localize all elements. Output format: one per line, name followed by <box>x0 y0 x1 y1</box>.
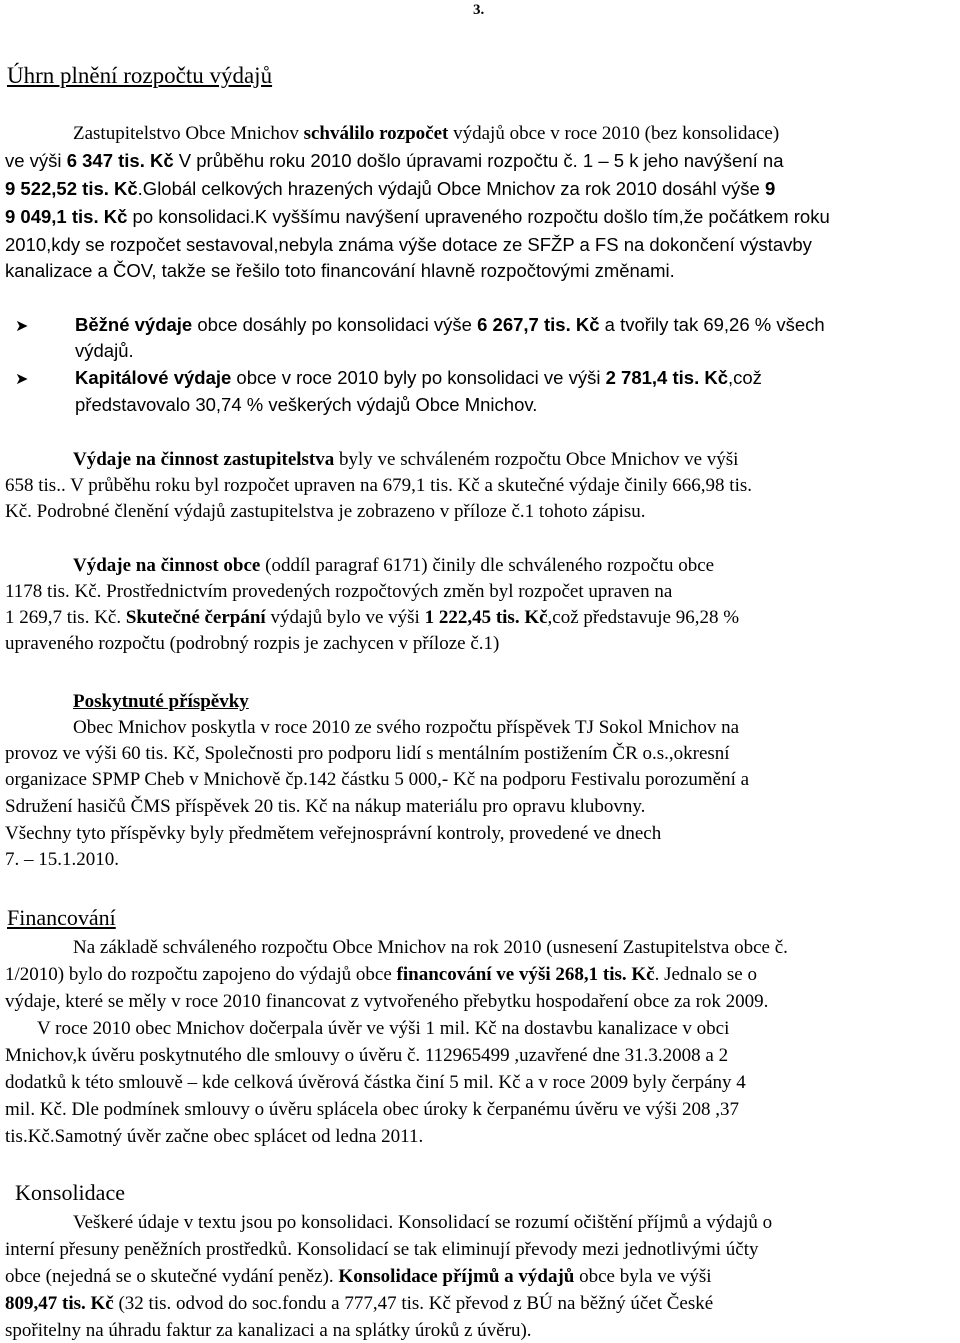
paragraph-line: Kč. Podrobné členění výdajů zastupitelstva je zobrazeno v příloze č.1 tohoto zápisu. <box>5 501 646 522</box>
paragraph-line: Na základě schváleného rozpočtu Obce Mnichov na rok 2010 (usnesení Zastupitelstva obce č. <box>73 937 788 958</box>
paragraph-line: upraveného rozpočtu (podrobný rozpis je zachycen v příloze č.1) <box>5 633 500 654</box>
text-run-bold: Běžné výdaje <box>75 314 193 335</box>
text-run: 1 269,7 tis. Kč. <box>5 607 126 628</box>
section-heading-uhrn <box>7 64 272 88</box>
text-run: výdajů obce v roce 2010 (bez konsolidace) <box>448 123 780 144</box>
text-run: ve výši <box>5 150 67 171</box>
paragraph-line: dodatků k této smlouvě – kde celková úvěrová částka činí 5 mil. Kč a v roce 2009 byly čerpány 4 <box>5 1072 746 1093</box>
text-run-bold: Výdaje na činnost obce <box>73 555 261 576</box>
paragraph-line: Veškeré údaje v textu jsou po konsolidaci. Konsolidací se rozumí očištění příjmů a výdajů o <box>73 1212 773 1233</box>
text-run: (32 tis. odvod do soc.fondu a 777,47 tis. Kč převod z BÚ na běžný účet České <box>113 1293 714 1314</box>
text-run-bold: financování ve výši 268,1 tis. Kč <box>396 964 655 985</box>
text-run: a tvořily tak 69,26 % všech <box>599 314 825 335</box>
paragraph-line <box>5 606 739 630</box>
page-number: 3. <box>473 2 485 18</box>
section-heading-konsolidace: Konsolidace <box>15 1180 125 1205</box>
text-run: . Jednalo se o <box>654 964 757 985</box>
paragraph-line: 1178 tis. Kč. Prostřednictvím provedených rozpočtových změn byl rozpočet upraven na <box>5 581 673 602</box>
arrow-bullet-icon: ➤ <box>15 371 29 388</box>
paragraph-line: 2010,kdy se rozpočet sestavoval,nebyla známa výše dotace ze SFŽP a FS na dokončení výstavby <box>5 234 812 255</box>
arrow-bullet-icon: ➤ <box>15 318 29 335</box>
bullet-line: výdajů. <box>75 340 134 361</box>
text-run: (oddíl paragraf 6171) činily dle schváleného rozpočtu obce <box>260 555 715 576</box>
paragraph-line <box>73 448 738 472</box>
text-run: obce byla ve výši <box>574 1266 712 1287</box>
text-run-bold: 809,47 tis. Kč <box>5 1293 114 1314</box>
text-run-bold: Kapitálové výdaje <box>75 367 232 388</box>
text-run-bold: 1 222,45 tis. Kč <box>424 607 548 628</box>
paragraph-line: mil. Kč. Dle podmínek smlouvy o úvěru splácela obec úroky k čerpanému úvěru ve výši 208 ,37 <box>5 1099 739 1120</box>
paragraph-line: Sdružení hasičů ČMS příspěvek 20 tis. Kč na nákup materiálu pro opravu klubovny. <box>5 796 646 817</box>
section-heading-prispevky: Poskytnuté příspěvky <box>73 691 249 712</box>
text-run: 1/2010) bylo do rozpočtu zapojeno do výdajů obce <box>5 964 397 985</box>
paragraph-line <box>5 1265 712 1289</box>
text-run-bold: 9 522,52 tis. Kč <box>5 178 138 199</box>
paragraph-line: Obec Mnichov poskytla v roce 2010 ze svého rozpočtu příspěvek TJ Sokol Mnichov na <box>73 717 740 738</box>
text-run: ,což <box>728 367 762 388</box>
text-run-bold: Konsolidace příjmů a výdajů <box>338 1266 575 1287</box>
paragraph-line <box>5 205 830 229</box>
text-run-bold: 9 049,1 tis. Kč <box>5 206 128 227</box>
paragraph-line <box>73 122 779 146</box>
paragraph-line <box>5 177 775 201</box>
bullet-line <box>75 313 825 337</box>
text-run-bold: Výdaje na činnost zastupitelstva <box>73 449 335 470</box>
paragraph-line: výdaje, které se měly v roce 2010 financovat z vytvořeného přebytku hospodaření obce za rok 2009. <box>5 991 769 1012</box>
text-run: po konsolidaci. <box>127 206 255 227</box>
text-run: ,což představuje 96,28 % <box>547 607 740 628</box>
bullet-line <box>75 366 762 390</box>
text-run: .Globál celkových hrazených výdajů Obce Mnichov za rok 2010 dosáhl výše <box>137 178 765 199</box>
text-run: obce (nejedná se o skutečné vydání peněz). <box>5 1266 339 1287</box>
paragraph-line: organizace SPMP Cheb v Mnichově čp.142 částku 5 000,- Kč na podporu Festivalu porozumění a <box>5 769 750 790</box>
bullet-line: představovalo 30,74 % veškerých výdajů Obce Mnichov. <box>75 394 538 415</box>
text-run-bold: 6 347 tis. Kč <box>66 150 174 171</box>
text-run-bold: 2 781,4 tis. Kč <box>605 367 728 388</box>
paragraph-line <box>5 963 757 987</box>
paragraph-line: Mnichov,k úvěru poskytnutého dle smlouvy o úvěru č. 112965499 ,uzavřené dne 31.3.2008 a 2 <box>5 1045 729 1066</box>
heading-text: Úhrn plnění rozpočtu výdajů <box>7 63 273 88</box>
text-run: byly ve schváleném rozpočtu Obce Mnichov ve výši <box>334 449 739 470</box>
paragraph-line: V roce 2010 obec Mnichov dočerpala úvěr ve výši 1 mil. Kč na dostavbu kanalizace v obci <box>37 1018 730 1039</box>
text-run: K vyššímu navýšení upraveného rozpočtu došlo tím,že počátkem roku <box>254 206 830 227</box>
paragraph-line: provoz ve výši 60 tis. Kč, Společnosti pro podporu lidí s mentálním postižením ČR o.s.,okresní <box>5 743 730 764</box>
paragraph-line: interní přesuny peněžních prostředků. Konsolidací se tak eliminují převody mezi jednotlivými účty <box>5 1239 759 1260</box>
paragraph-line: spořitelny na úhradu faktur za kanalizaci a na splátky úroků z úvěru). <box>5 1320 532 1341</box>
text-run-bold: 9 <box>764 178 776 199</box>
paragraph-line: Všechny tyto příspěvky byly předmětem veřejnosprávní kontroly, provedené ve dnech <box>5 823 662 844</box>
text-run: V průběhu roku 2010 došlo úpravami rozpočtu č. 1 – 5 k jeho navýšení na <box>173 150 784 171</box>
text-run: výdajů bylo ve výši <box>265 607 425 628</box>
paragraph-line <box>73 554 714 578</box>
section-heading-financovani: Financování <box>7 905 116 930</box>
text-run-bold: Skutečné čerpání <box>125 607 266 628</box>
paragraph-line <box>5 1292 713 1316</box>
text-run-bold: schválilo rozpočet <box>303 123 449 144</box>
text-run: obce dosáhly po konsolidaci výše <box>192 314 478 335</box>
paragraph-line: 658 tis.. V průběhu roku byl rozpočet upraven na 679,1 tis. Kč a skutečné výdaje činily 666,98 tis. <box>5 475 753 496</box>
paragraph-line: kanalizace a ČOV, takže se řešilo toto financování hlavně rozpočtovými změnami. <box>5 260 675 281</box>
text-run-bold: 6 267,7 tis. Kč <box>477 314 600 335</box>
text-run: obce v roce 2010 byly po konsolidaci ve výši <box>231 367 606 388</box>
paragraph-line <box>5 149 784 173</box>
paragraph-line: tis.Kč.Samotný úvěr začne obec splácet od ledna 2011. <box>5 1126 424 1147</box>
paragraph-line: 7. – 15.1.2010. <box>5 849 119 870</box>
text-run: Zastupitelstvo Obce Mnichov <box>73 123 304 144</box>
